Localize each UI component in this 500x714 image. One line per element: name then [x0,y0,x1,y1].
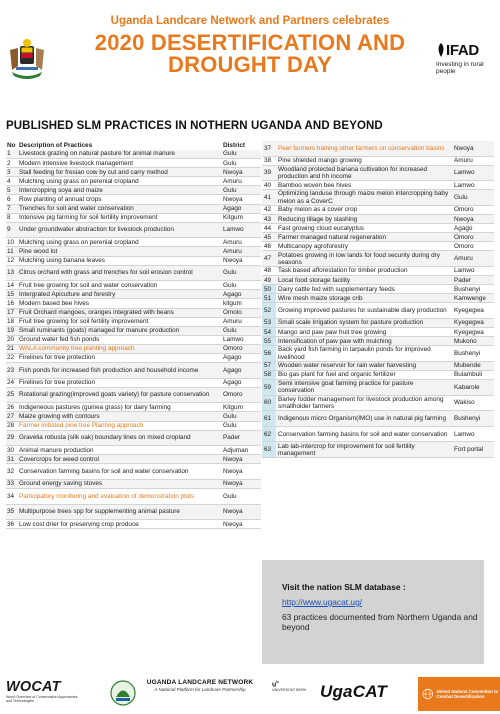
unccd-logo [418,677,500,711]
table-row [6,281,261,290]
row-district: Lamwo [454,430,475,438]
table-row [6,403,261,412]
row-description: Pine shielded mango growing [278,157,362,165]
row-number: 35 [7,508,15,516]
row-number: 11 [7,247,14,255]
header-description: Description of Practices [19,141,93,149]
row-district: Nwoya [454,144,474,152]
row-description: Small ruminants (goats) managed for manure production [19,327,180,335]
row-number: 31 [7,455,15,463]
row-description: Ground water fed fish ponds [19,336,100,344]
row-district: Gulu [223,492,237,500]
row-district: Mubende [454,362,481,370]
table-row [262,267,494,276]
row-district: Gulu [223,150,237,158]
row-description: Maize growing with contours [19,412,100,420]
row-number: 47 [264,255,272,263]
table-row [262,181,494,190]
row-description: Small scale Irrigation system for pasture production [278,319,424,327]
row-district: Nwoya [223,195,243,203]
ube-text: UNIVERSITAT BERN [272,688,307,693]
table-row [6,238,261,247]
table-row [6,388,261,404]
row-district: Nwoya [223,468,243,476]
row-district: Gulu [223,412,237,420]
table-row [262,215,494,224]
table-row [6,309,261,318]
table-row [6,223,261,239]
row-description: Farmer managed natural regeneration [278,233,386,241]
row-district: Amuru [454,255,473,263]
ugacat-wordmark: UgaCAT [320,682,387,701]
table-row [6,446,261,455]
row-district: Adjuman [223,446,249,454]
row-number: 12 [7,256,15,264]
row-number: 28 [7,421,15,429]
row-number: 18 [7,318,15,326]
table-rows-right [262,141,494,458]
row-description: Fruit tree growing for soil and water conservation [19,281,158,289]
row-district: Kabarole [454,383,480,391]
row-number: 55 [262,337,276,345]
row-number: 17 [7,308,15,316]
database-description: 63 practices documented from Northern Uganda and beyond [282,612,478,632]
row-district: Agago [223,354,242,362]
row-number: 34 [7,492,15,500]
table-row [6,186,261,195]
row-district: Nwoya [223,168,243,176]
row-district: Amuru [223,177,242,185]
table-row [6,505,261,521]
row-district: Kyegegwa [454,319,484,327]
row-description: Firelines for tree protection [19,354,96,362]
row-description: Animal manure production [19,446,94,454]
row-number: 6 [7,195,11,203]
row-number: 49 [264,276,272,284]
row-description: Woodland protected banana cultivation for increased production and hh income [278,165,428,180]
row-description: Ground energy saving stoves [19,480,103,488]
row-district: Lamwo [223,336,244,344]
header-subtitle: Uganda Landcare Network and Partners celebrates [110,15,390,27]
row-description: Under groundwater abstraction for livestock production [19,226,174,234]
university-bern-logo [272,679,310,692]
row-district: Pader [454,276,472,284]
table-row [6,363,261,379]
row-description: Conservation farming basins for soil and water conservation [19,468,189,476]
table-row [6,379,261,388]
row-description: Bamboo woven bee hives [278,181,352,189]
header-title-line2: DROUGHT DAY [168,52,332,77]
row-description: Trenches for soil and water conservation [19,205,134,212]
row-district: Amuru [454,157,473,165]
row-district: Lamwo [454,169,475,177]
row-number: 13 [7,269,15,277]
row-district: Amuru [223,247,242,255]
row-district: Gulu [223,269,237,277]
row-number: 51 [262,294,276,302]
row-district: Kyegegwa [454,307,484,315]
header-title [60,32,440,76]
row-district: Nwoya [223,256,243,264]
row-number: 57 [262,362,276,370]
table-row [6,480,261,489]
row-number: 25 [7,391,15,399]
row-description: Participatory monitoring and evaluation of demonstration plots [19,492,195,500]
table-row [6,422,261,431]
header-title-line1: 2020 DESERTIFICATION AND [94,30,406,55]
table-row [6,345,261,354]
row-description: Intensification of paw paw with mulching [278,337,392,345]
row-number: 1 [7,150,11,158]
table-row [6,150,261,159]
row-district: Omolo [223,308,242,316]
row-number: 8 [7,214,11,222]
ifad-word-text: IFAD [446,42,479,59]
table-row [262,141,494,157]
table-rows-left [6,150,261,529]
row-number: 14 [7,281,15,289]
table-row [262,337,494,346]
row-description: Optimizing landuse through maize melon intercropping baby melon as a CoverC [278,190,449,205]
table-row [6,455,261,464]
row-description: Fast growing cloud eucalyptus [278,224,364,232]
row-number: 59 [262,380,276,395]
row-description: Fish ponds for increased fish production and household income [19,366,199,374]
row-description: Intergrated Apiculture and forestry [19,290,116,298]
row-description: Mulching using grass on perenial cropland [19,238,139,246]
header-no: No [7,141,16,149]
table-row [262,442,494,458]
row-description: Lab lab-intercrop for improvement for soil fertility management [278,442,415,457]
row-district: Omoro [223,345,243,353]
row-district: Agago [223,205,242,212]
row-number: 44 [264,224,272,232]
footer-logos [0,677,500,714]
table-row [262,242,494,251]
row-description: Covercrops for weed control [19,455,99,463]
row-number: 36 [7,520,15,528]
table-row [262,328,494,337]
row-district: Pader [223,434,241,442]
row-description: Row planting of annual crops [19,195,102,203]
row-district: Bushenyi [454,349,481,357]
row-district: Kitgum [223,214,243,222]
table-row [6,412,261,421]
row-number: 43 [264,215,272,223]
table-row [262,276,494,285]
row-district: Gulu [223,186,237,194]
table-row [262,396,494,412]
row-number: 3 [7,168,11,176]
row-district: Gulu [223,421,237,429]
table-row [262,362,494,371]
row-number: 39 [264,169,272,177]
row-district: Lamwo [454,181,475,189]
row-district: Nwoya [223,480,243,488]
ulcn-logo [141,679,259,692]
row-number: 54 [262,328,276,336]
table-row [6,336,261,345]
row-district: kitgum [223,299,242,307]
row-number: 62 [262,427,276,442]
row-district: Gulu [223,159,237,167]
row-district: Kamwenge [454,294,486,302]
wocat-logo [6,679,84,703]
row-description: Citrus orchard with grass and trenches for soil erosion control [19,269,193,277]
ifad-leaf-icon [436,43,446,57]
row-number: 52 [262,303,276,318]
row-district: Lamwo [454,267,475,275]
table-row [6,177,261,186]
row-district: Bushenyi [454,414,481,422]
row-description: Potatoes growing in low lands for food security during dry seasons [278,251,440,266]
ube-mark-icon: $u^b$ [272,679,279,689]
table-row [6,327,261,336]
row-number: 42 [264,206,272,214]
row-description: Fruit Orchard mangoes, oranges integrated with beans [19,308,174,316]
row-district: Gulu [223,281,237,289]
row-description: Back yard fish farming in tarpaulin ponds for improved livelihood [278,346,431,361]
row-description: Baby melon as a cover crop [278,206,358,214]
table-row [6,257,261,266]
row-description: Multicanopy agroforestry [278,242,348,250]
ugacat-logo [320,682,410,702]
table-row [262,206,494,215]
row-district: Bulambuli [454,371,483,379]
table-row [262,224,494,233]
table-row [6,431,261,447]
wocat-wordmark: WOCAT [6,679,61,695]
row-number: 4 [7,177,11,185]
table-row [6,195,261,204]
table-row [262,251,494,267]
table-row [6,168,261,177]
row-description: Livestock grazing on natural pasture for animal manure [19,150,175,158]
row-district: Omoro [223,391,243,399]
table-row [6,247,261,256]
row-description: Fruit tree growing for soil fertility improvement [19,318,149,326]
ifad-wordmark [436,42,498,59]
database-link[interactable]: http://www.ugacat.ug/ [282,597,363,607]
row-district: Fort portal [454,446,484,454]
row-description: Wooden water reservoir for rain water harvesting [278,362,417,370]
row-number: 40 [264,181,272,189]
row-description: WALA community tree planting approach [19,345,135,353]
row-number: 46 [264,242,272,250]
table-row [6,290,261,299]
row-description: Growing improved pastures for sustainable diary production [278,307,447,315]
row-number: 20 [7,336,15,344]
table-row [6,159,261,168]
row-description: Barley fodder management for livestock production among smallholder farmers [278,395,444,410]
row-description: Dairy cattle fed with supplementary feeds [278,285,395,293]
row-description: Mango and paw paw fruit tree growing [278,328,387,336]
row-description: Modern based bee hives [19,299,89,307]
row-number: 45 [264,233,272,241]
row-district: Omoro [454,206,474,214]
row-number: 26 [7,403,15,411]
table-row [262,371,494,380]
row-district: Nwoya [454,215,474,223]
row-number: 41 [264,194,272,202]
row-description: Farmer initiated pine tree Planting approach [19,421,144,429]
table-row [6,464,261,480]
header-text [60,14,440,76]
row-description: Rotational grazing(improved goats variety) for pasture conservation [19,391,210,399]
row-district: Agago [223,379,242,387]
row-district: Mukono [454,337,477,345]
row-number: 53 [262,319,276,327]
row-number: 38 [264,157,272,165]
row-number: 61 [262,411,276,426]
row-description: Indigeneous pastures (guinea grass) for dairy farming [19,403,171,411]
row-number: 10 [7,238,15,246]
row-description: Low cost drier for preserving crop produce [19,520,139,528]
row-description: Gravelia robusta (silk oak) boundary lines on mixed cropland [19,434,191,442]
section-title: PUBLISHED SLM PRACTICES IN NOTHERN UGANDA AND BEYOND [6,120,383,132]
row-number: 16 [7,299,15,307]
row-number: 27 [7,412,15,420]
row-district: Kyegegwa [454,328,484,336]
row-number: 60 [262,396,276,411]
row-description: Multipurpose trees spp for supplementing animal pasture [19,508,180,516]
row-description: Peer farmers training other farmers on conservation basins [278,144,445,152]
ulcn-tagline: A National Platform for Landcare Partnership [154,687,246,692]
row-district: Agago [223,366,242,374]
row-description: Stall feeding for fresian cow by cut and carry method [19,168,168,176]
row-number: 29 [7,434,15,442]
row-district: Amuru [223,318,242,326]
uganda-coat-of-arms-icon [6,36,48,82]
row-number: 58 [262,371,276,379]
ifad-tagline: Investing in rural people [436,61,484,75]
row-number: 19 [7,327,15,335]
row-district: Amuru [223,238,242,246]
header-district: District [223,141,246,149]
row-district: Nwoya [223,520,243,528]
table-row [262,427,494,443]
table-row [262,190,494,206]
practices-table-right [262,141,494,458]
row-description: Reducing tillage by slashing [278,215,358,223]
row-district: Gulu [223,327,237,335]
wocat-tagline: World Overview of Conservation Approaches and Technologies [6,695,78,703]
unccd-text: United Nations Convention to Combat Desertification [436,688,499,699]
row-description: Modern intensive livestock management [19,159,134,167]
row-district: Agago [223,290,242,298]
row-district: Bushenyi [454,285,481,293]
row-description: Task based afforestation for timber production [278,267,408,275]
table-row [262,346,494,362]
row-number: 23 [7,366,15,374]
row-number: 5 [7,186,11,194]
table-row [262,411,494,427]
row-number: 22 [7,354,15,362]
row-description: Mulching using grass on perenial cropland [19,177,139,185]
row-number: 33 [7,480,15,488]
row-number: 21 [7,345,15,353]
table-row [6,318,261,327]
table-row [262,166,494,182]
ifad-logo [436,42,498,75]
row-number: 15 [7,290,15,298]
table-row [6,520,261,529]
table-row [262,380,494,396]
row-number: 37 [264,144,272,152]
row-description: Wire mesh maize storage crib [278,294,363,302]
table-row [262,319,494,328]
table-row [262,285,494,294]
row-number: 56 [262,346,276,361]
row-district: Gulu [454,194,468,202]
header [0,0,500,112]
row-description: Pine wood lot [19,247,58,255]
row-district: Lamwo [223,226,244,234]
row-number: 32 [7,468,15,476]
table-row [6,489,261,505]
row-number: 24 [7,379,15,387]
row-district: Wakiso [454,399,475,407]
row-description: Intensive pig farming for soil fertility improvement [19,214,158,222]
row-number: 30 [7,446,15,454]
table-row [6,205,261,214]
row-description: Bio gas plant for fuel and organic fertilizer [278,371,396,379]
row-description: Intercropping soya and maize [19,186,103,194]
row-number: 2 [7,159,11,167]
table-row [262,303,494,319]
row-number: 63 [262,442,276,457]
row-description: Indigenous micro Organism(IMO) use in natural pig farming [278,414,447,422]
table-row [262,157,494,166]
table-row [6,214,261,223]
row-district: Kitgum [223,403,243,411]
table-row [262,233,494,242]
database-title: Visit the nation SLM database : [282,582,406,592]
table-row [6,299,261,308]
table-row [262,294,494,303]
row-description: Firelines for tree protection [19,379,96,387]
ulcn-wordmark: UGANDA LANDCARE NETWORK [146,679,254,686]
row-district: Agago [454,224,473,232]
table-row [6,354,261,363]
row-description: Semi intensive goat farming practice for pasture conservation [278,380,414,395]
naro-logo-icon [110,680,136,706]
row-district: Nwoya [223,508,243,516]
table-row [6,266,261,282]
unccd-globe-icon [422,684,433,704]
row-description: Local food storage facility [278,276,351,284]
database-box [262,560,484,664]
row-number: 9 [7,226,11,234]
row-description: Mulching using banana leaves [19,256,105,264]
table-header [6,141,261,150]
row-number: 7 [7,205,11,212]
row-district: Nwoya [223,455,243,463]
row-description: Conservation farming basins for soil and water conservation [278,430,448,438]
row-number: 48 [264,267,272,275]
practices-table-left [6,141,261,529]
row-district: Omoro [454,242,474,250]
row-number: 50 [262,285,276,293]
row-district: Omoro [454,233,474,241]
